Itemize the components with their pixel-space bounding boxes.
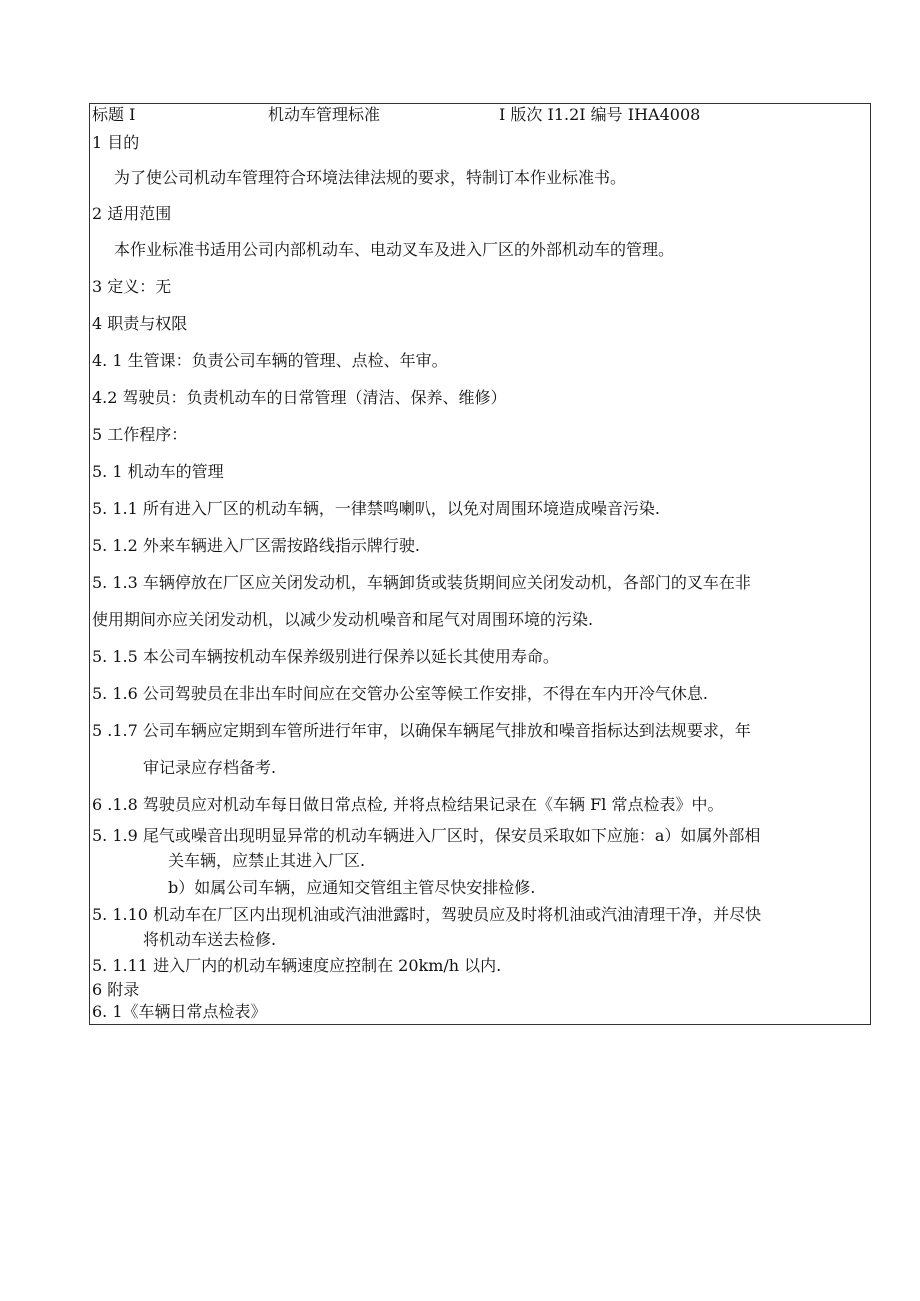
clause-4-2: 4.2 驾驶员：负责机动车的日常管理（清洁、保养、维修） bbox=[92, 388, 507, 407]
header-title-value: 机动车管理标准 bbox=[268, 105, 381, 124]
section-1-heading: 1 目的 bbox=[92, 133, 140, 152]
clause-5-1-6: 5. 1.6 公司驾驶员在非出车时间应在交管办公室等候工作安排，不得在车内开冷气休息. bbox=[92, 684, 708, 703]
clause-5-1-10: 5. 1.10 机动车在厂区内出现机油或汽油泄露时，驾驶员应及时将机油或汽油清理干净，并尽快 bbox=[92, 905, 762, 924]
header-meta: I 版次 I1.2I 编号 IHA4008 bbox=[499, 105, 701, 124]
section-1-body: 为了使公司机动车管理符合环境法律法规的要求，特制订本作业标准书。 bbox=[114, 168, 627, 187]
section-2-heading: 2 适用范围 bbox=[92, 204, 172, 223]
clause-5-1-9-cont: 关车辆，应禁止其进入厂区. bbox=[168, 851, 366, 870]
clause-5-1: 5. 1 机动车的管理 bbox=[92, 462, 224, 481]
clause-5-1-7: 5 .1.7 公司车辆应定期到车管所进行年审，以确保车辆尾气排放和噪音指标达到法规要求，年 bbox=[92, 721, 751, 740]
clause-5-1-2: 5. 1.2 外来车辆进入厂区需按路线指示牌行驶. bbox=[92, 536, 420, 555]
section-2-body: 本作业标准书适用公司内部机动车、电动叉车及进入厂区的外部机动车的管理。 bbox=[114, 240, 675, 259]
header-title-label: 标题 I bbox=[92, 105, 136, 124]
clause-5-1-11: 5. 1.11 进入厂内的机动车辆速度应控制在 20km/h 以内. bbox=[92, 956, 502, 975]
clause-5-1-5: 5. 1.5 本公司车辆按机动车保养级别进行保养以延长其使用寿命。 bbox=[92, 647, 559, 666]
clause-4-1: 4. 1 生管课：负责公司车辆的管理、点检、年审。 bbox=[92, 351, 448, 370]
clause-5-1-3: 5. 1.3 车辆停放在厂区应关闭发动机，车辆卸货或装货期间应关闭发动机，各部门的叉车在非 bbox=[92, 573, 751, 592]
clause-5-1-7-cont: 审记录应存档备考. bbox=[143, 758, 277, 777]
section-3-heading: 3 定义：无 bbox=[92, 277, 172, 296]
clause-5-1-8: 6 .1.8 驾驶员应对机动车每日做日常点检, 并将点检结果记录在《车辆 Fl 常点检表》中。 bbox=[92, 795, 724, 814]
section-4-heading: 4 职责与权限 bbox=[92, 314, 188, 333]
clause-5-1-3-cont: 使用期间亦应关闭发动机，以减少发动机噪音和尾气对周围环境的污染. bbox=[92, 610, 594, 629]
section-6-heading: 6 附录 bbox=[92, 980, 140, 999]
clause-5-1-9-b: b）如属公司车辆，应通知交管组主管尽快安排检修. bbox=[168, 878, 536, 897]
clause-5-1-1: 5. 1.1 所有进入厂区的机动车辆，一律禁鸣喇叭，以免对周围环境造成噪音污染. bbox=[92, 499, 660, 518]
section-5-heading: 5 工作程序： bbox=[92, 425, 188, 444]
clause-5-1-10-cont: 将机动车送去检修. bbox=[143, 930, 277, 949]
appendix-6-1: 6. 1《车辆日常点检表》 bbox=[92, 1002, 267, 1021]
clause-5-1-9: 5. 1.9 尾气或噪音出现明显异常的机动车辆进入厂区时，保安员采取如下应施：a）如属外部相 bbox=[92, 826, 761, 845]
